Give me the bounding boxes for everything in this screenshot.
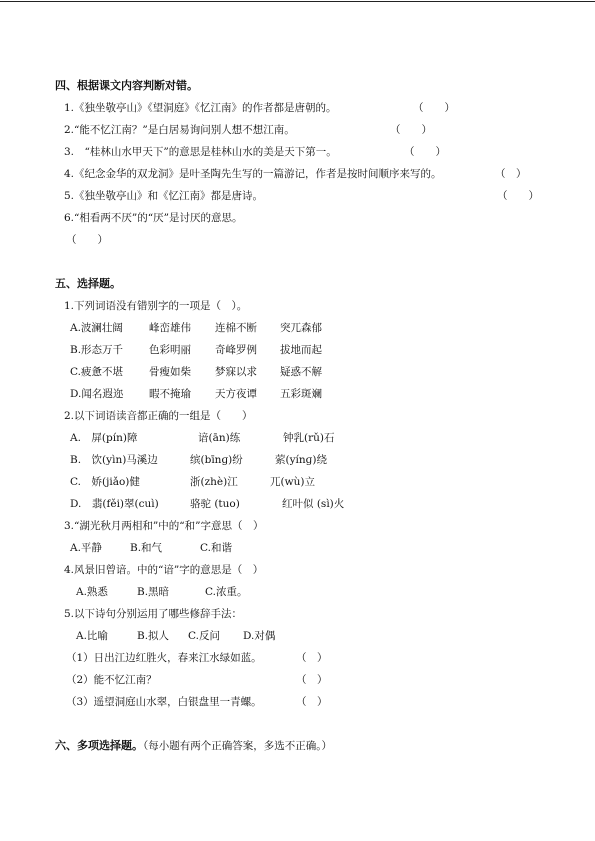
judge-item-6: 6.“相看两不厌”的“厌”是讨厌的意思。 bbox=[64, 212, 243, 224]
q4-option-b[interactable]: B.黑暗 bbox=[137, 586, 170, 598]
q2-option-b-word-3: 萦(yínɡ)绕 bbox=[275, 454, 327, 466]
q1-option-a-word-4: 突兀森郁 bbox=[280, 322, 322, 334]
q1-option-d-word-3: 天方夜谭 bbox=[215, 388, 257, 400]
section-5-heading: 五、选择题。 bbox=[55, 277, 121, 290]
q5-option-d[interactable]: D.对偶 bbox=[243, 630, 276, 642]
q3-option-c[interactable]: C.和谐 bbox=[200, 542, 232, 554]
q2-option-d-word-2: 骆驼 (tuo) bbox=[190, 498, 240, 510]
q4-option-c[interactable]: C.浓重。 bbox=[205, 586, 248, 598]
q3-option-a[interactable]: A.平静 bbox=[70, 542, 102, 554]
q1-option-c-word-1[interactable]: C.疲惫不堪 bbox=[70, 366, 123, 378]
judge-answer-1[interactable]: （ ） bbox=[413, 102, 455, 114]
q1-option-b-word-1[interactable]: B.形态万千 bbox=[70, 344, 124, 356]
q4-stem: 4.风景旧曾谙。中的“谙”字的意思是（ ） bbox=[64, 564, 264, 576]
q3-option-b[interactable]: B.和气 bbox=[130, 542, 163, 554]
q5-sub-2: （2）能不忆江南？ bbox=[66, 674, 157, 686]
q1-option-d-word-1[interactable]: D.闻名遐迩 bbox=[70, 388, 124, 400]
judge-item-5: 5.《独坐敬亭山》和《忆江南》都是唐诗。 bbox=[64, 190, 264, 202]
judge-item-3: 3. “桂林山水甲天下”的意思是桂林山水的美是天下第一。 bbox=[64, 146, 337, 158]
q2-option-c-word-2: 浙(zhè)江 bbox=[190, 476, 238, 488]
section-6-title bbox=[55, 739, 332, 753]
q2-option-c-word-3: 兀(wù)立 bbox=[270, 476, 315, 488]
judge-item-2: 2.“能不忆江南？”是白居易询问别人想不想江南。 bbox=[64, 124, 295, 136]
q5-option-a[interactable]: A.比喻 bbox=[76, 630, 108, 642]
q1-option-c-word-2: 骨瘦如柴 bbox=[149, 366, 191, 378]
q1-option-b-word-2: 色彩明丽 bbox=[149, 344, 191, 356]
q2-option-d-word-1[interactable]: D. 翡(fěi)翠(cuì) bbox=[70, 498, 159, 510]
section-4-heading: 四、根据课文内容判断对错。 bbox=[55, 79, 198, 92]
q1-option-c-word-3: 梦寐以求 bbox=[215, 366, 257, 378]
q1-option-a-word-2: 峰峦雄伟 bbox=[149, 322, 191, 334]
q1-option-d-word-2: 暇不掩瑜 bbox=[149, 388, 191, 400]
judge-answer-4[interactable]: （ ） bbox=[495, 168, 527, 180]
q3-stem: 3.“湖光秋月两相和”中的“和”字意思（ ） bbox=[64, 520, 264, 532]
q2-stem: 2.以下词语读音都正确的一组是（ ） bbox=[64, 410, 253, 422]
q5-sub-3: （3）遥望洞庭山水翠，白银盘里一青螺。 bbox=[66, 696, 262, 708]
q1-option-d-word-4: 五彩斑斓 bbox=[280, 388, 322, 400]
judge-item-1: 1.《独坐敬亭山》《望洞庭》《忆江南》的作者都是唐朝的。 bbox=[64, 102, 337, 114]
judge-answer-5[interactable]: （ ） bbox=[497, 190, 539, 202]
q1-stem: 1.下列词语没有错别字的一项是（ ）。 bbox=[64, 300, 248, 312]
q2-option-b-word-1[interactable]: B. 饮(yìn)马溪边 bbox=[70, 454, 158, 466]
q2-option-a-word-3: 钟乳(rǔ)石 bbox=[283, 432, 335, 444]
q5-option-c[interactable]: C.反问 bbox=[188, 630, 220, 642]
q4-option-a[interactable]: A.熟悉 bbox=[76, 586, 108, 598]
q2-option-d-word-3: 红叶似 (sì)火 bbox=[282, 498, 345, 510]
q5-stem: 5.以下诗句分别运用了哪些修辞手法： bbox=[64, 608, 243, 620]
q1-option-a-word-1[interactable]: A.波澜壮阔 bbox=[70, 322, 123, 334]
q2-option-a-word-2: 谙(ān)练 bbox=[198, 432, 241, 444]
q2-option-a-word-1[interactable]: A. 屏(pín)障 bbox=[70, 432, 138, 444]
q1-option-b-word-3: 奇峰罗例 bbox=[215, 344, 257, 356]
judge-item-4: 4.《纪念金华的双龙洞》是叶圣陶先生写的一篇游记，作者是按时间顺序来写的。 bbox=[64, 168, 442, 180]
q2-option-c-word-1[interactable]: C. 娇(jiǎo)健 bbox=[70, 476, 140, 488]
q1-option-a-word-3: 连棉不断 bbox=[215, 322, 257, 334]
q5-sub-2-answer[interactable]: （ ） bbox=[296, 674, 328, 686]
q5-sub-1: （1）日出江边红胜火，春来江水绿如蓝。 bbox=[66, 652, 262, 664]
section-6-note: （每小题有两个正确答案，多选不正确。） bbox=[143, 740, 332, 752]
q5-sub-3-answer[interactable]: （ ） bbox=[296, 696, 328, 708]
judge-answer-6[interactable]: （ ） bbox=[66, 234, 108, 246]
judge-answer-3[interactable]: （ ） bbox=[404, 146, 446, 158]
q1-option-c-word-4: 疑惑不解 bbox=[280, 366, 322, 378]
judge-answer-2[interactable]: （ ） bbox=[390, 124, 432, 136]
q5-option-b[interactable]: B.拟人 bbox=[137, 630, 170, 642]
section-6-heading: 六、多项选择题。 bbox=[55, 739, 143, 752]
q5-sub-1-answer[interactable]: （ ） bbox=[296, 652, 328, 664]
q1-option-b-word-4: 拔地而起 bbox=[280, 344, 322, 356]
top-rule bbox=[0, 1, 595, 2]
q2-option-b-word-2: 缤(bīnɡ)纷 bbox=[190, 454, 243, 466]
